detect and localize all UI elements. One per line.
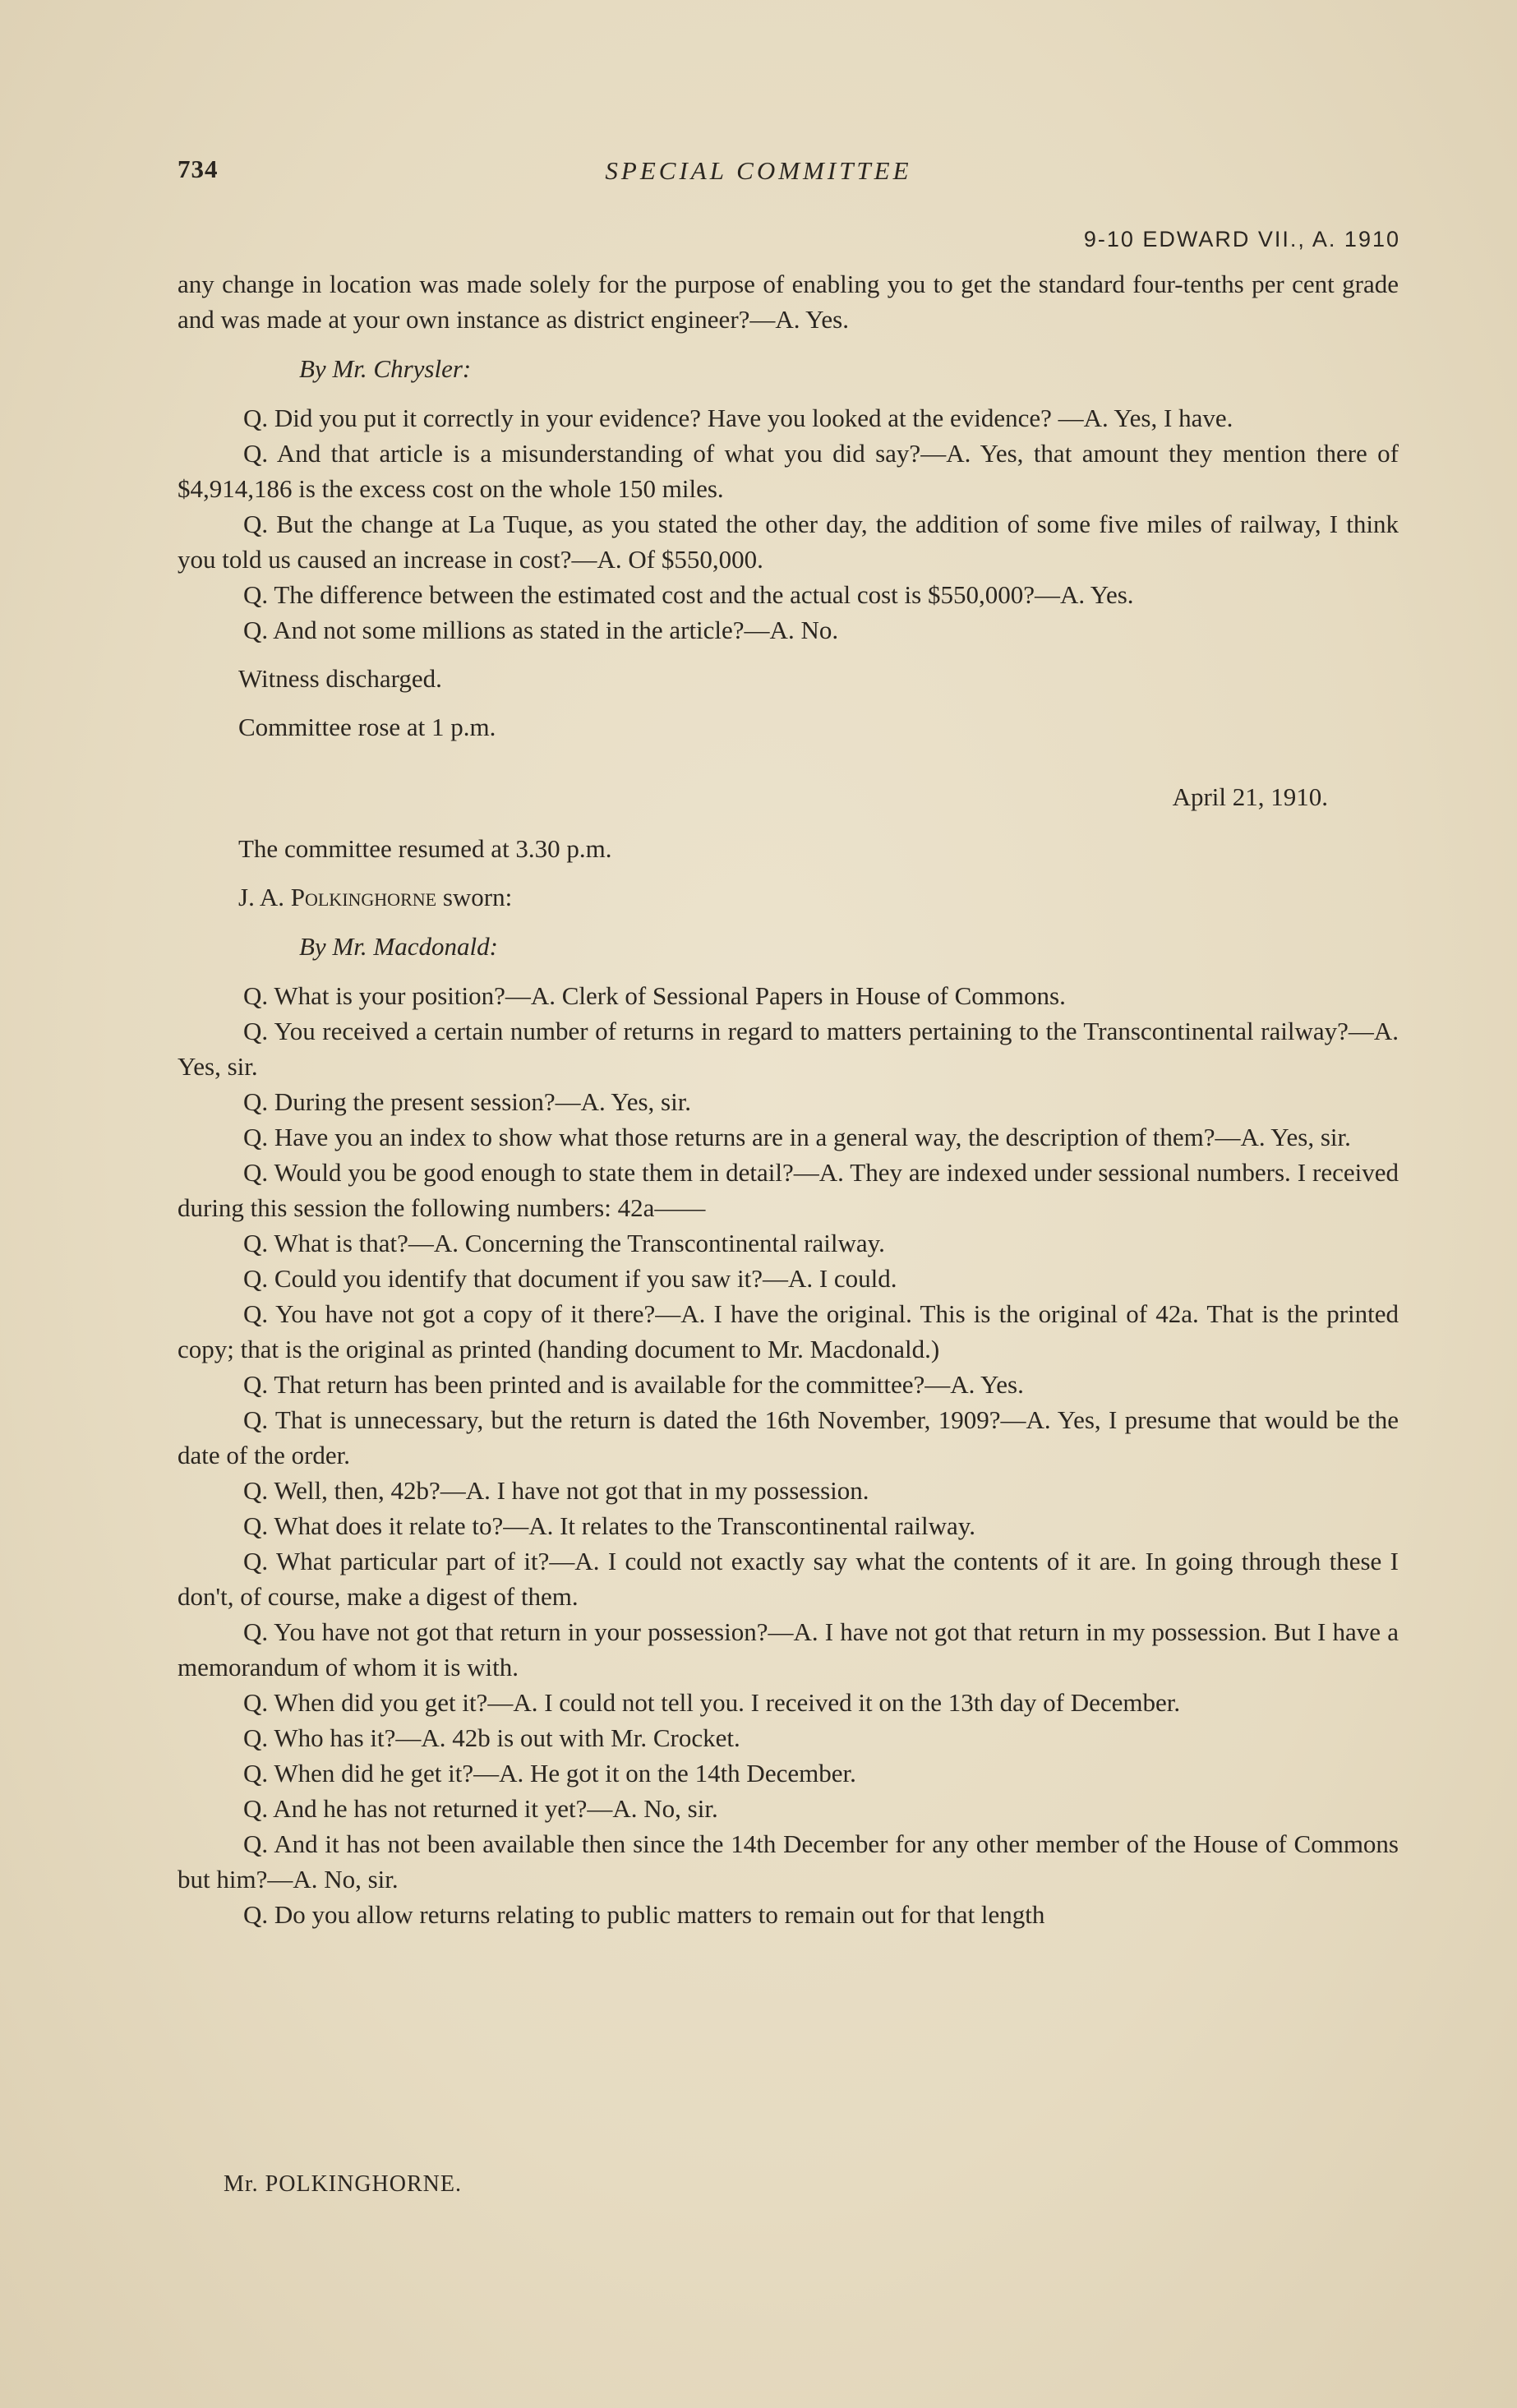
question-answer: Q. Could you identify that document if you saw it?—A. I could.: [243, 1264, 897, 1293]
date-line: April 21, 1910.: [1172, 782, 1328, 811]
question-answer: Q. Did you put it correctly in your evidence? Have you looked at the evidence? —A. Yes, I have.: [243, 404, 1233, 432]
question-answer: Q. And it has not been available then since the 14th December for any other member of the House of Commons but him?—A. No, sir.: [178, 1829, 1399, 1894]
witness-name: J. A. Polkinghorne: [238, 883, 437, 911]
question-answer: Q. Who has it?—A. 42b is out with Mr. Crocket.: [243, 1723, 740, 1752]
question-answer: Q. And that article is a misunderstanding of what you did say?—A. Yes, that amount they mention there of $4,914,186 is the excess cost on the whole 150 miles.: [178, 439, 1399, 503]
question-answer: Q. When did he get it?—A. He got it on the 14th December.: [243, 1759, 856, 1788]
question-answer: Q. Have you an index to show what those returns are in a general way, the description of them?—A. Yes, sir.: [243, 1123, 1351, 1151]
question-answer: Q. During the present session?—A. Yes, sir.: [243, 1087, 692, 1116]
committee-resumed: The committee resumed at 3.30 p.m.: [238, 834, 612, 863]
question-answer: Q. You received a certain number of returns in regard to matters pertaining to the Transcontinental railway?—A. Yes, sir.: [178, 1017, 1399, 1081]
question-answer: Q. What is that?—A. Concerning the Transcontinental railway.: [243, 1229, 885, 1257]
question-answer: Q. And he has not returned it yet?—A. No, sir.: [243, 1794, 718, 1823]
sworn-suffix: sworn:: [436, 883, 513, 911]
footer-signature: Mr. POLKINGHORNE.: [224, 2171, 462, 2197]
question-answer: Q. What particular part of it?—A. I could not exactly say what the contents of it are. In going through these I don't, of course, make a digest of them.: [178, 1547, 1399, 1611]
page-number: 734: [178, 155, 219, 183]
examiner-heading: By Mr. Macdonald:: [299, 932, 498, 961]
examiner-heading: By Mr. Chrysler:: [299, 354, 472, 383]
question-answer: Q. But the change at La Tuque, as you stated the other day, the addition of some five miles of railway, I think you told us caused an increase in cost?—A. Of $550,000.: [178, 510, 1399, 574]
witness-discharged: Witness discharged.: [238, 664, 442, 693]
question-answer: Q. What is your position?—A. Clerk of Sessional Papers in House of Commons.: [243, 981, 1066, 1010]
question-answer: Q. That is unnecessary, but the return is dated the 16th November, 1909?—A. Yes, I presume that would be the date of the order.: [178, 1405, 1399, 1469]
question-answer: Q. Do you allow returns relating to public matters to remain out for that length: [243, 1900, 1045, 1929]
question-answer: Q. What does it relate to?—A. It relates to the Transcontinental railway.: [243, 1511, 976, 1540]
question-answer: Q. And not some millions as stated in the article?—A. No.: [243, 616, 839, 644]
committee-rose: Committee rose at 1 p.m.: [238, 713, 496, 741]
question-answer: Q. You have not got that return in your possession?—A. I have not got that return in my possession. But I have a memorandum of whom it is with.: [178, 1617, 1399, 1681]
question-answer: Q. When did you get it?—A. I could not tell you. I received it on the 13th day of December.: [243, 1688, 1181, 1717]
paragraph: any change in location was made solely for the purpose of enabling you to get the standard four-tenths per cent grade and was made at your own instance as district engineer?—A. Yes.: [178, 270, 1399, 334]
running-head: SPECIAL COMMITTEE: [605, 156, 912, 185]
session-label: 9-10 EDWARD VII., A. 1910: [1083, 227, 1400, 251]
question-answer: Q. Well, then, 42b?—A. I have not got that in my possession.: [243, 1476, 869, 1505]
body-text: [178, 266, 1399, 1932]
question-answer: Q. The difference between the estimated cost and the actual cost is $550,000?—A. Yes.: [243, 580, 1134, 609]
question-answer: Q. Would you be good enough to state them in detail?—A. They are indexed under sessional numbers. I received during this session the following numbers: 42a——: [178, 1158, 1399, 1222]
question-answer: Q. That return has been printed and is available for the committee?—A. Yes.: [243, 1370, 1024, 1399]
witness-sworn: [178, 879, 1399, 915]
question-answer: Q. You have not got a copy of it there?—A. I have the original. This is the original of 42a. That is the printed copy; that is the original as printed (handing document to Mr. Macdonald.): [178, 1299, 1399, 1363]
